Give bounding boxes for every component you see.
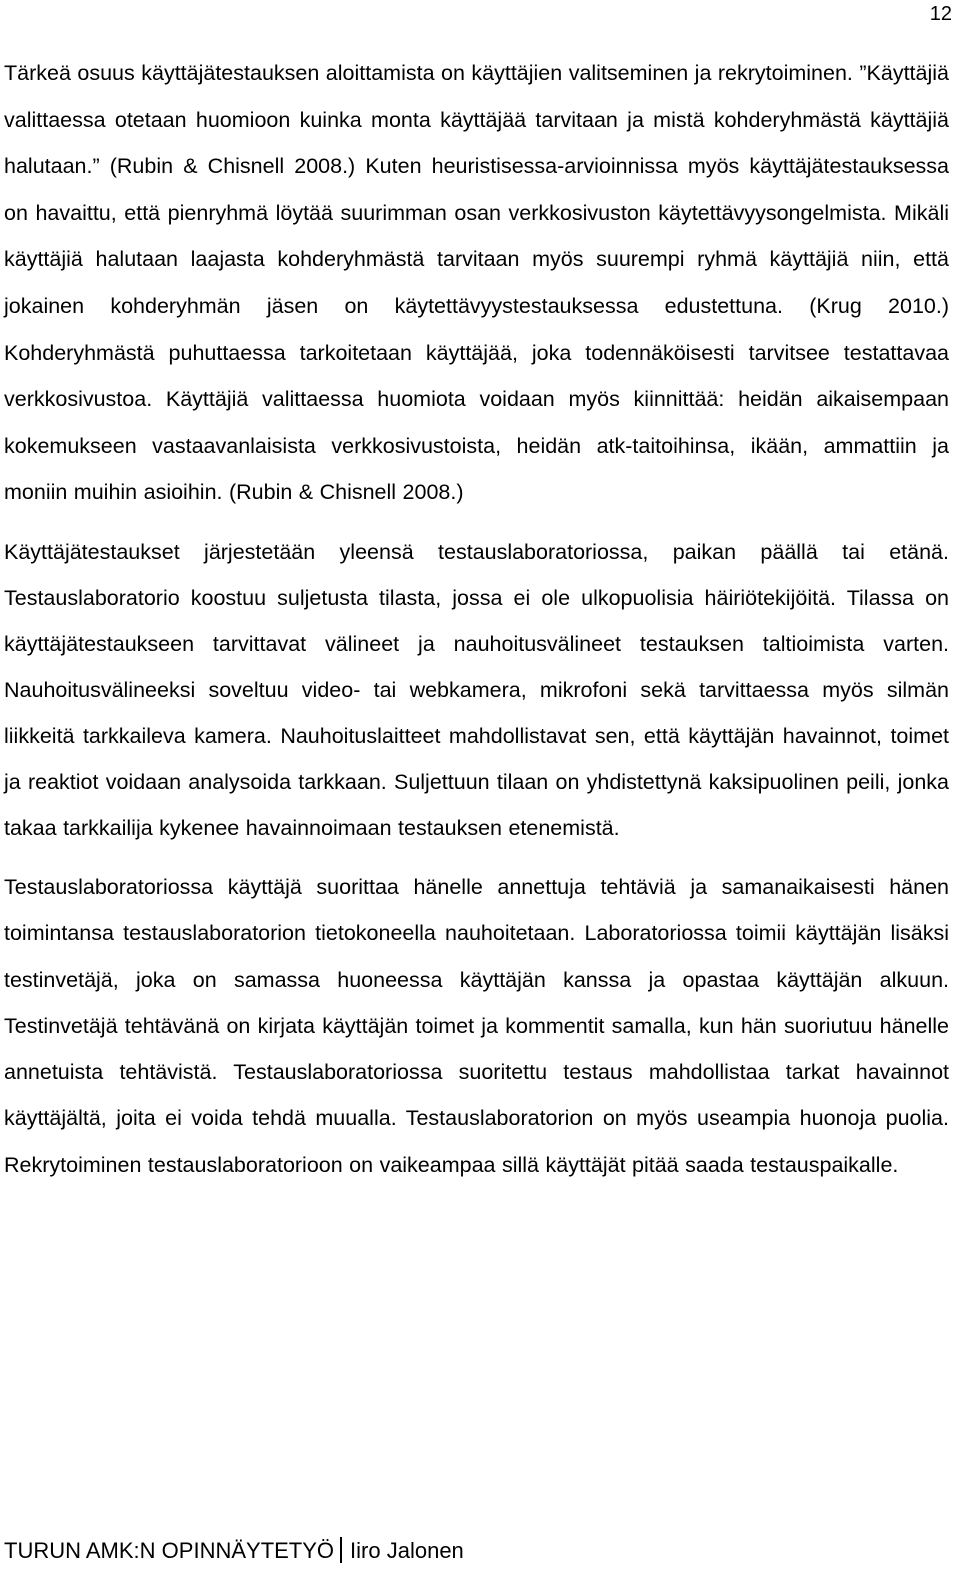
document-body: [4, 50, 949, 1188]
footer-author: Iiro Jalonen: [350, 1538, 464, 1563]
page-number: 12: [929, 3, 952, 25]
paragraph-laboratory-procedure: Testauslaboratoriossa käyttäjä suorittaa hänelle annettuja tehtäviä ja samanaikaisesti hänen toimintansa testauslaboratorion tietokoneella nauhoitetaan. Laboratoriossa toimii käyttäjän lisäksi testinvetäjä, joka on samassa huoneessa käyttäjän kanssa ja opastaa käyttäjän alkuun. Testinvetäjä tehtävänä on kirjata käyttäjän toimet ja kommentit samalla, kun hän suoriutuu hänelle annetuista tehtävistä. Testauslaboratoriossa suoritettu testaus mahdollistaa tarkat havainnot käyttäjältä, joita ei voida tehdä muualla. Testauslaboratorion on myös useampia huonoja puolia. Rekrytoiminen testauslaboratorioon on vaikeampaa sillä käyttäjät pitää saada testauspaikalle.: [4, 874, 949, 1177]
page-footer: [4, 1536, 464, 1566]
paragraph-testing-laboratory: Käyttäjätestaukset järjestetään yleensä testauslaboratoriossa, paikan päällä tai etänä. Testauslaboratorio koostuu suljetusta tilasta, jossa ei ole ulkopuolisia häiriötekijöitä. Tilassa on käyttäjätestaukseen tarvittavat välineet ja nauhoitusvälineet testauksen taltioimista varten. Nauhoitusvälineeksi soveltuu video- tai webkamera, mikrofoni sekä tarvittaessa myös silmän liikkeitä tarkkaileva kamera. Nauhoituslaitteet mahdollistavat sen, että käyttäjän havainnot, toimet ja reaktiot voidaan analysoida tarkkaan. Suljettuun tilaan on yhdistettynä kaksipuolinen peili, jonka takaa tarkkailija kykenee havainnoimaan testauksen etenemistä.: [4, 539, 949, 840]
paragraph-user-selection: Tärkeä osuus käyttäjätestauksen aloittamista on käyttäjien valitseminen ja rekrytoiminen. ”Käyttäjiä valittaessa otetaan huomioon kuinka monta käyttäjää tarvitaan ja mistä kohderyhmästä käyttäjiä halutaan.” (Rubin & Chisnell 2008.) Kuten heuristisessa-arvioinnissa myös käyttäjätestauksessa on havaittu, että pienryhmä löytää suurimman osan verkkosivuston käytettävyysongelmista. Mikäli käyttäjiä halutaan laajasta kohderyhmästä tarvitaan myös suurempi ryhmä käyttäjiä niin, että jokainen kohderyhmän jäsen on käytettävyystestauksessa edustettuna. (Krug 2010.) Kohderyhmästä puhuttaessa tarkoitetaan käyttäjää, joka todennäköisesti tarvitsee testattavaa verkkosivustoa. Käyttäjiä valittaessa huomiota voidaan myös kiinnittää: heidän aikaisempaan kokemukseen vastaavanlaisista verkkosivustoista, heidän atk-taitoihinsa, ikään, ammattiin ja moniin muihin asioihin. (Rubin & Chisnell 2008.): [4, 61, 949, 505]
footer-institution: TURUN AMK:N OPINNÄYTETYÖ: [4, 1538, 335, 1563]
footer-separator: [340, 1537, 342, 1563]
